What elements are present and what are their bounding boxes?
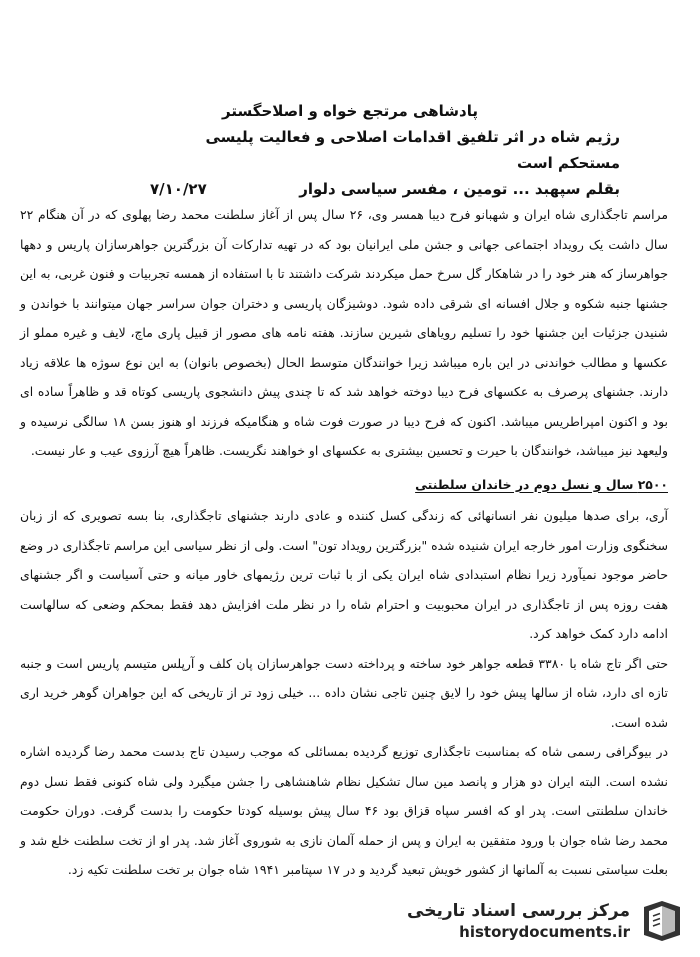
paragraph-2: آری، برای صدها میلیون نفر انسانهائی که زندگی کسل کننده و عادی دارند جشنهای تاجگذاری، بنا بسه تصویری که از زبان سخنگوی وزارت امور خارجه ایران شنیده شده "بزرگترین رویداد تون" است. ولی از نظر سیاسی این مراسم تاجگذاری در وضع حاضر موجود نمیآورد زیرا نظام استبدادی شاه ایران یکی از با ثبات ترین رژیمهای خاور میانه و حتی آسیاست و اگر جشنهای هفت روزه پس از تاجگذاری در ایران محبوبیت و احترام شاه را در نظر ملت افزایش دهد فقط بمحکم وضعی که سالهاست ادامه دارد کمک خواهد کرد. — [20, 508, 668, 641]
paragraph-3: حتی اگر تاج شاه با ۳۳۸۰ قطعه جواهر خود ساخته و پرداخته دست جواهرسازان پان کلف و آرپلس متیسم پاریس است و جنبه تازه ای دارد، شاه از سالها پیش خود را لایق چنین تاجی نشان داده ... خیلی زود تر از تاریخی که این جواهران گوهر خرید اری شده است. — [20, 655, 668, 730]
byline-row — [150, 176, 620, 202]
document-title: پادشاهی مرتجع خواه و اصلاحگستر — [222, 102, 478, 120]
section-heading-text: ۲۵۰۰ سال و نسل دوم در خاندان سلطنتی — [415, 476, 668, 492]
watermark-text — [407, 900, 630, 942]
document-body — [20, 200, 668, 885]
watermark — [396, 892, 686, 950]
document-date: ۷/۱۰/۲۷ — [150, 180, 207, 198]
watermark-title: مرکز بررسی اسناد تاریخی — [407, 901, 630, 921]
watermark-url: historydocuments.ir — [459, 923, 630, 941]
byline: بقلم سپهبد ... تومین ، مفسر سیاسی دلوار — [299, 180, 620, 198]
book-logo-icon — [638, 897, 686, 945]
section-heading — [20, 470, 668, 500]
paragraph-1: مراسم تاجگذاری شاه ایران و شهبانو فرح دیبا همسر وی، ۲۶ سال پس از آغاز سلطنت محمد رضا پهلوی که در آن هنگام ۲۲ سال داشت یک رویداد اجتماعی جهانی و جشن ملی ایرانیان بود که در تهیه تدارکات آن بزرگترین جواهرسازان پاریس و دهها جواهرساز که هنر خود را در شاهکار گل سرخ حمل میکردند شرکت داشتند تا با استفاده از همسه تجربیات و فنون غربی، به این جشنها جنبه شکوه و جلال افسانه ای شرقی داده شود. دوشیزگان پاریسی و دختران جوان سراسر جهان میتوانند با خواندن و شنیدن جزئیات این جشنها خود را تسلیم رویاهای شیرین سازند. هفته نامه های مصور از قبیل پاری ماچ، لایف و غیره مملو از عکسها و مطالب خواندنی در این باره میباشد زیرا خوانندگان متوسط الحال (بخصوص بانوان) به این نوع سوژه ها علاقه زیاد دارند. جشنهای پرصرف به عکسهای فرح دیبا دوخته خواهد شد که تا چندی پیش دانشجوی پاریسی کوتاه قد و ظاهراً ساده ای بود و اکنون امپراطریس میباشد. اکنون که فرح دیبا در صورت فوت شاه و هنگامیکه فرزند او هنوز بسن ۱۸ سالگی نرسیده و ولیعهد نیز میباشد، خوانندگان با حیرت و تحسین بیشتری به عکسهای او خواهند نگریست. ظاهراً هیچ آرزوی عیب و عار نیست. — [20, 207, 668, 458]
document-header — [150, 98, 620, 202]
document-subtitle: رژیم شاه در اثر تلفیق اقدامات اصلاحی و فعالیت پلیسی مستحکم است — [205, 128, 620, 172]
paragraph-4: در بیوگرافی رسمی شاه که بمناسبت تاجگذاری توزیع گردیده بمسائلی که موجب رسیدن تاج بدست محمد رضا گردیده اشاره نشده است. البته ایران دو هزار و پانصد مین سال تشکیل نظام شاهنشاهی را جشن میگیرد ولی شاه کنونی فقط نسل دوم خاندان سلطنتی است. پدر او که افسر سپاه قزاق بود ۴۶ سال پیش بوسیله کودتا حکومت را بدست گرفت. دوران حکومت محمد رضا شاه جوان با ورود متفقین به ایران و پس از حمله آلمان نازی به شوروی آغاز شد. پدر او از تخت سلطنت خلع شد و بعلت سیاستی نسبت به آلمانها از کشور خویش تبعید گردید و در ۱۷ سپتامبر ۱۹۴۱ شاه جوان بر تخت سلطنت تکیه زد. — [20, 744, 668, 877]
